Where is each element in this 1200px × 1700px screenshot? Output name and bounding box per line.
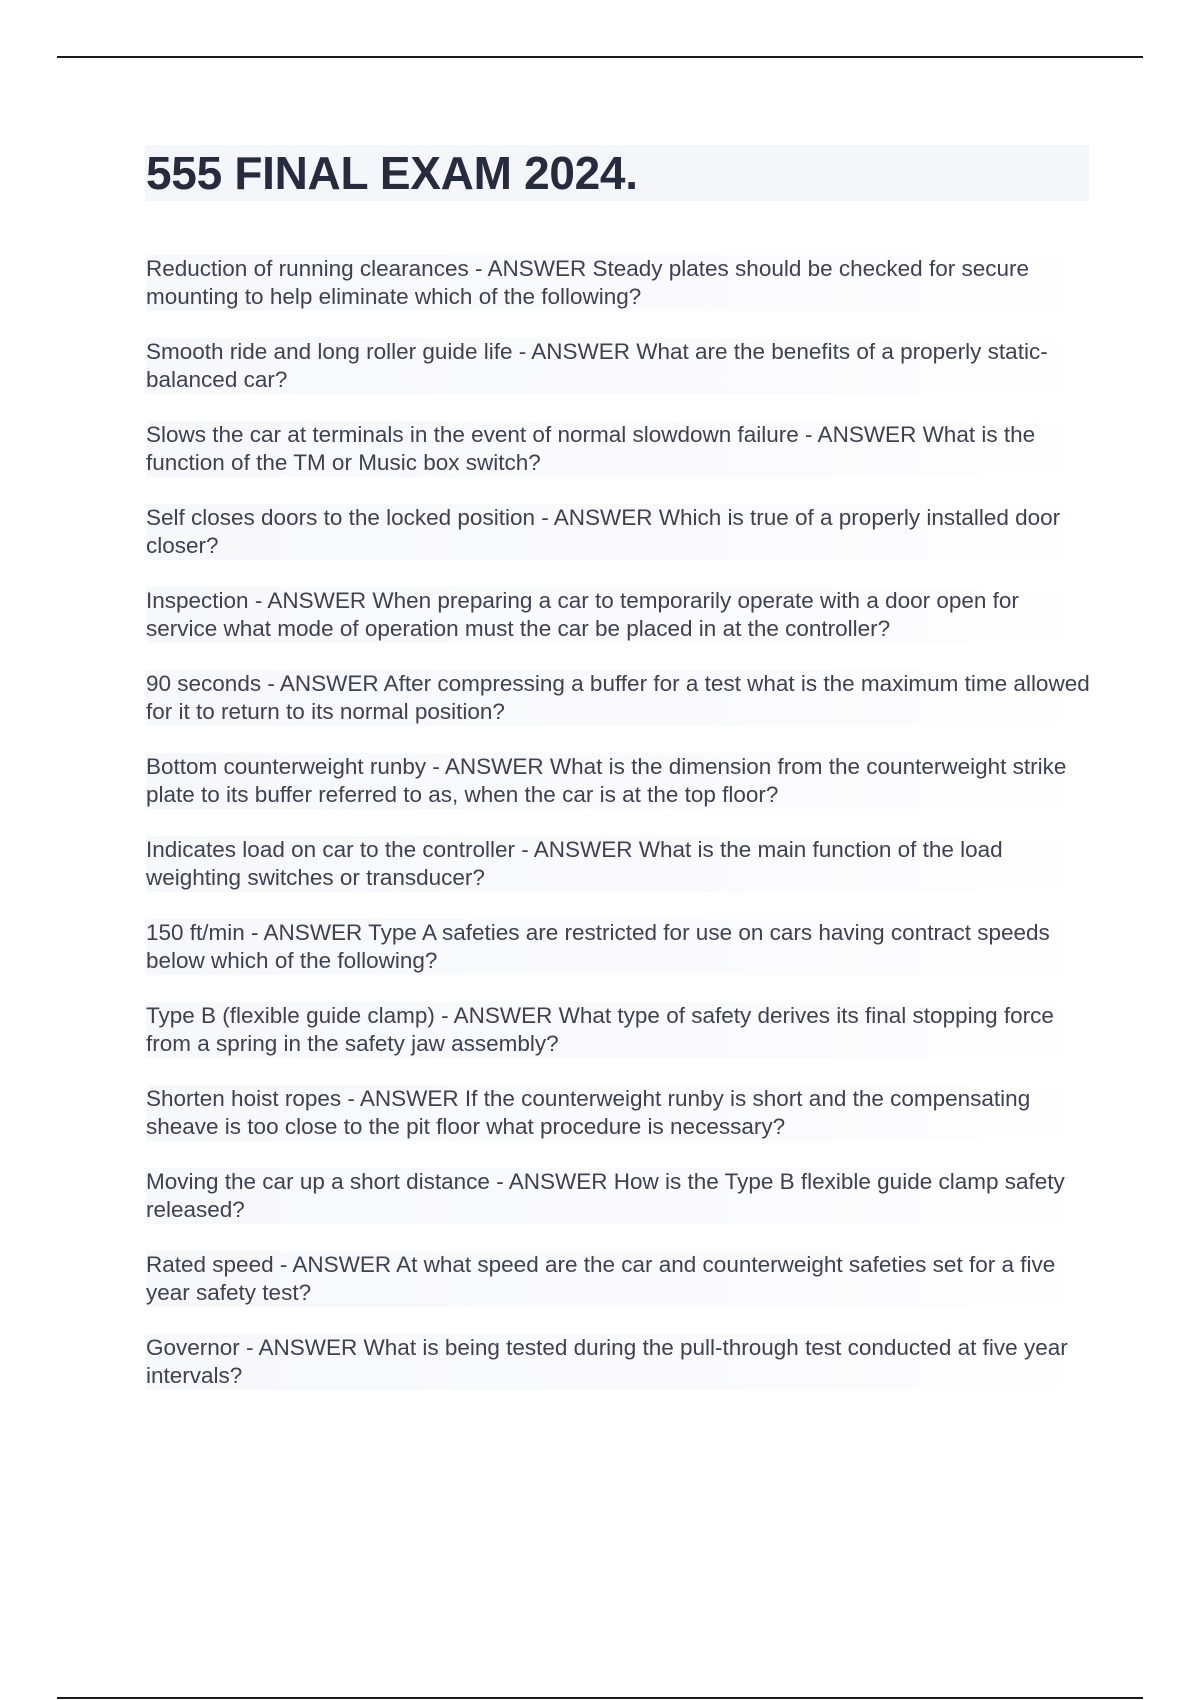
qa-item: Reduction of running clearances - ANSWER Steady plates should be checked for secure mounting to help eliminate which of the following? xyxy=(146,255,1091,311)
footer-rule xyxy=(57,1697,1143,1699)
header-rule xyxy=(57,56,1143,58)
qa-item: 150 ft/min - ANSWER Type A safeties are restricted for use on cars having contract speeds below which of the following? xyxy=(146,919,1091,975)
qa-item: Governor - ANSWER What is being tested during the pull-through test conducted at five year intervals? xyxy=(146,1334,1091,1390)
qa-item: Indicates load on car to the controller - ANSWER What is the main function of the load weighting switches or transducer? xyxy=(146,836,1091,892)
qa-item: Self closes doors to the locked position - ANSWER Which is true of a properly installed door closer? xyxy=(146,504,1091,560)
qa-item: Slows the car at terminals in the event of normal slowdown failure - ANSWER What is the function of the TM or Music box switch? xyxy=(146,421,1091,477)
qa-list xyxy=(146,255,1091,1417)
qa-item: Inspection - ANSWER When preparing a car to temporarily operate with a door open for service what mode of operation must the car be placed in at the controller? xyxy=(146,587,1091,643)
qa-item: Smooth ride and long roller guide life - ANSWER What are the benefits of a properly static-balanced car? xyxy=(146,338,1091,394)
qa-item: Bottom counterweight runby - ANSWER What is the dimension from the counterweight strike plate to its buffer referred to as, when the car is at the top floor? xyxy=(146,753,1091,809)
qa-item: 90 seconds - ANSWER After compressing a buffer for a test what is the maximum time allowed for it to return to its normal position? xyxy=(146,671,1090,724)
qa-item: Moving the car up a short distance - ANSWER How is the Type B flexible guide clamp safety released? xyxy=(146,1168,1091,1224)
qa-item: Shorten hoist ropes - ANSWER If the counterweight runby is short and the compensating sheave is too close to the pit floor what procedure is necessary? xyxy=(146,1085,1091,1141)
qa-item: Rated speed - ANSWER At what speed are the car and counterweight safeties set for a five year safety test? xyxy=(146,1251,1091,1307)
document-title: 555 FINAL EXAM 2024. xyxy=(146,147,638,199)
qa-item: Type B (flexible guide clamp) - ANSWER What type of safety derives its final stopping force from a spring in the safety jaw assembly? xyxy=(146,1002,1091,1058)
